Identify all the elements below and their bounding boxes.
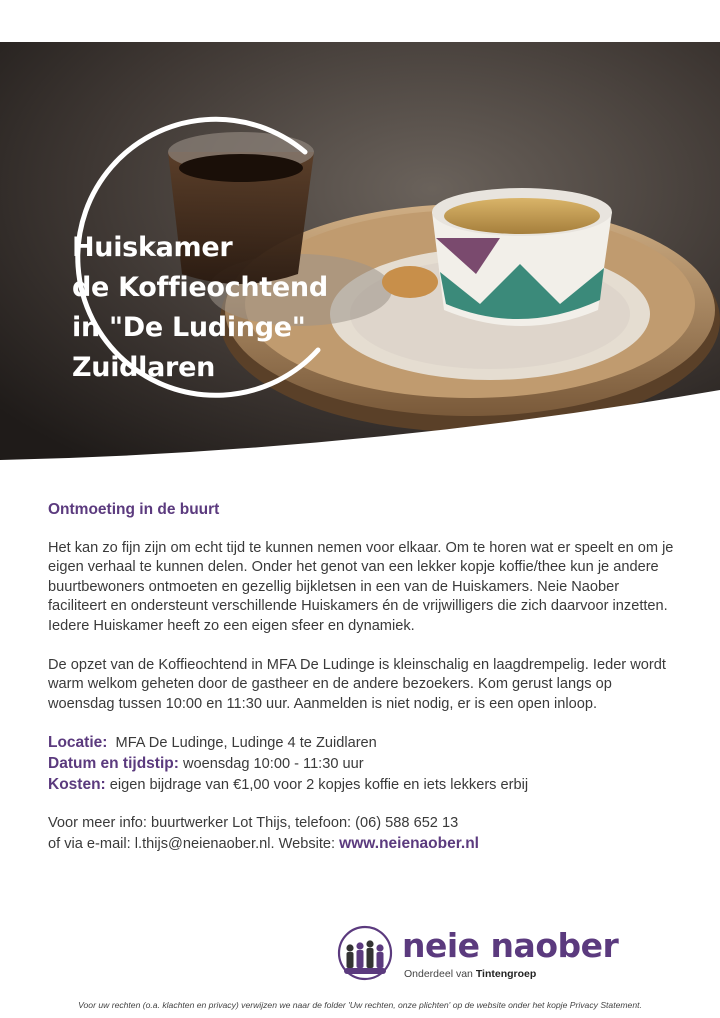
details-paragraph: De opzet van de Koffieochtend in MFA De Ludinge is kleinschalig en laagdrempelig. Ieder wordt warm welkom geheten door de gastheer en de andere bezoekers. Kom gerust langs op woensdag tussen 10:00 en 11:30 uur. Aanmelden is niet nodig, er is een open inloop. xyxy=(48,656,666,712)
hero-title-line: in "De Ludinge" xyxy=(72,312,306,343)
datetime-value: woensdag 10:00 - 11:30 uur xyxy=(182,755,364,772)
logo-subtitle xyxy=(404,968,536,980)
top-margin xyxy=(0,0,720,42)
contact-info xyxy=(48,814,678,854)
location-line xyxy=(48,733,678,754)
neie-naober-logo xyxy=(336,924,619,984)
costs-label: Kosten: xyxy=(48,775,106,793)
intro-paragraph: Het kan zo fijn zijn om echt tijd te kunnen nemen voor elkaar. Om te horen wat er speelt en om je eigen verhaal te kunnen delen. Onder het genot van een lekker kopje koffie/thee kun je andere buurtbewoners ontmoeten en gezellig bijkletsen in een van de Huiskamers. Neie Naober faciliteert en ondersteunt verschillende Huiskamers én de vrijwilligers die zich daarvoor inzetten. Iedere Huiskamer heeft zo een eigen sfeer en dynamiek. xyxy=(48,539,674,634)
logo-subtitle-brand: Tintengroep xyxy=(475,968,537,980)
contact-line-email xyxy=(48,834,678,855)
datetime-line xyxy=(48,754,678,775)
location-value: MFA De Ludinge, Ludinge 4 te Zuidlaren xyxy=(115,735,377,752)
website-link[interactable]: www.neienaober.nl xyxy=(339,834,479,852)
datetime-label: Datum en tijdstip: xyxy=(48,754,179,772)
privacy-footer: Voor uw rechten (o.a. klachten en privacy) verwijzen we naar de folder 'Uw rechten, onze plichten' op de website onder het kopje Privacy Statement. xyxy=(78,1000,642,1010)
location-label: Locatie: xyxy=(48,734,108,752)
hero-title-line: Huiskamer xyxy=(72,232,233,263)
hero-image xyxy=(0,42,720,462)
section-heading: Ontmoeting in de buurt xyxy=(48,501,220,518)
contact-email-text: of via e-mail: l.thijs@neienaober.nl. Website: xyxy=(48,835,336,852)
hero-title-line: Zuidlaren xyxy=(72,352,216,383)
hero-title xyxy=(72,228,328,388)
costs-line xyxy=(48,775,678,796)
main-content xyxy=(48,500,678,854)
logo-subtitle-prefix: Onderdeel van xyxy=(404,968,473,980)
costs-value: eigen bijdrage van €1,00 voor 2 kopjes koffie en iets lekkers erbij xyxy=(109,776,529,793)
event-info xyxy=(48,733,678,795)
logo-wordmark: neie naober xyxy=(402,926,619,965)
hero-title-line: de Koffieochtend xyxy=(72,272,328,303)
contact-line-phone: Voor meer info: buurtwerker Lot Thijs, telefoon: (06) 588 652 13 xyxy=(48,815,459,832)
people-icon xyxy=(336,924,394,982)
